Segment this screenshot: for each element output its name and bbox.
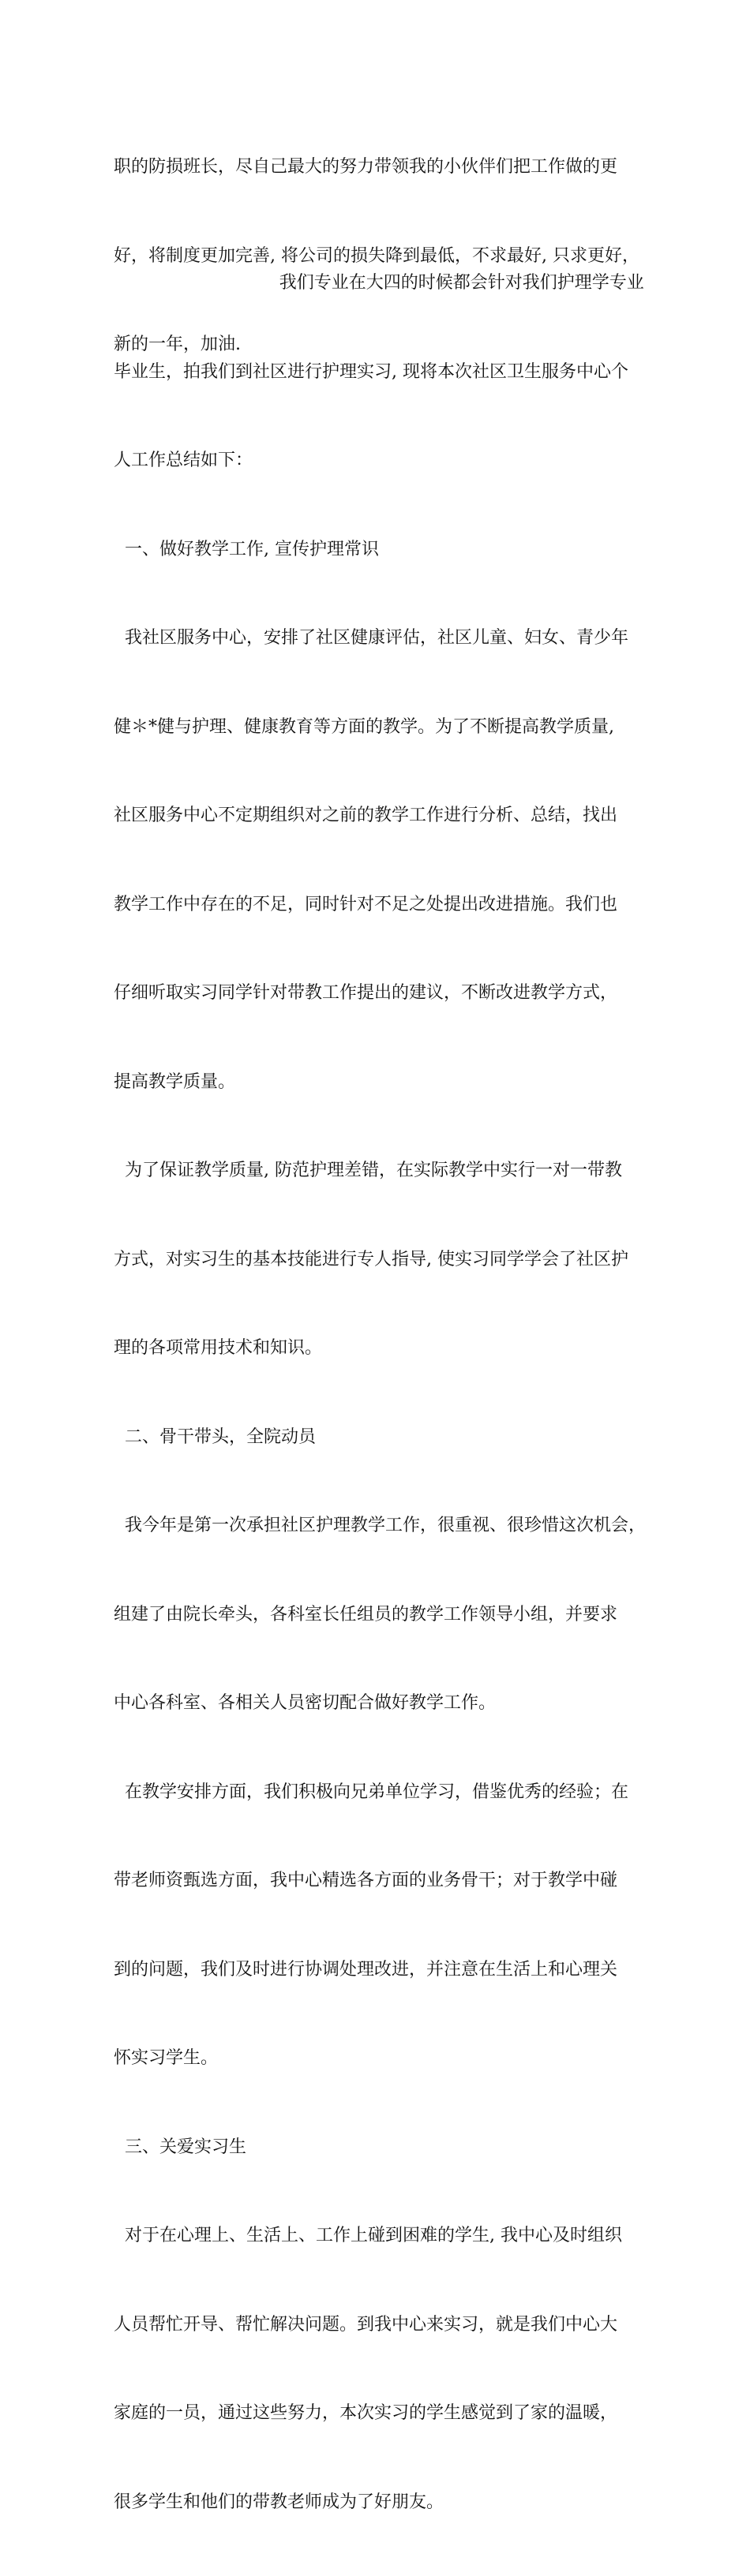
text-line: 中心各科室、各相关人员密切配合做好教学工作。 xyxy=(114,1693,497,1713)
text-line: 我社区服务中心，安排了社区健康评估，社区儿童、妇女、青少年 xyxy=(114,628,628,648)
text-line: 我们专业在大四的时候都会针对我们护理学专业 xyxy=(114,273,644,293)
text-line: 毕业生，拍我们到社区进行护理实习, 现将本次社区卫生服务中心个 xyxy=(114,361,628,382)
text-line: 到的问题，我们及时进行协调处理改进，并注意在生活上和心理关 xyxy=(114,1959,618,1980)
text-line: 仔细听取实习同学针对带教工作提出的建议，不断改进教学方式， xyxy=(114,983,618,1003)
text-line: 我今年是第一次承担社区护理教学工作，很重视、很珍惜这次机会， xyxy=(114,1516,646,1535)
text-line: 好，将制度更加完善, 将公司的损失降到最低，不求最好, 只求更好， xyxy=(114,245,639,266)
text-line: 人工作总结如下： xyxy=(114,451,253,470)
text-line: 对于在心理上、生活上、工作上碰到困难的学生, 我中心及时组织 xyxy=(114,2226,622,2245)
text-line: 提高教学质量。 xyxy=(114,1071,236,1092)
section-heading: 二、骨干带头，全院动员 xyxy=(114,1426,316,1447)
section-heading: 一、做好教学工作, 宣传护理常识 xyxy=(114,539,379,559)
paragraph-block-main xyxy=(114,209,651,2576)
text-line: 组建了由院长牵头，各科室长任组员的教学工作领导小组，并要求 xyxy=(114,1604,618,1624)
text-line: 职的防损班长，尽自己最大的努力带领我的小伙伴们把工作做的更 xyxy=(114,157,618,177)
text-line: 家庭的一员，通过这些努力，本次实习的学生感觉到了家的温暖， xyxy=(114,2403,618,2423)
text-line: 方式，对实习生的基本技能进行专人指导, 使实习同学学会了社区护 xyxy=(114,1249,628,1269)
text-line: 健＊*健与护理、健康教育等方面的教学。为了不断提高教学质量, xyxy=(114,716,614,737)
text-line: 在教学安排方面，我们积极向兄弟单位学习，借鉴优秀的经验；在 xyxy=(114,1782,628,1802)
text-line: 为了保证教学质量, 防范护理差错，在实际教学中实行一对一带教 xyxy=(114,1161,622,1180)
text-line: 理的各项常用技术和知识。 xyxy=(114,1338,323,1358)
text-line: 带老师资甄选方面，我中心精选各方面的业务骨干；对于教学中碰 xyxy=(114,1871,618,1890)
text-line: 很多学生和他们的带教老师成为了好朋友。 xyxy=(114,2492,444,2512)
text-line: 人员帮忙开导、帮忙解决问题。到我中心来实习，就是我们中心大 xyxy=(114,2314,618,2335)
text-line: 社区服务中心不定期组织对之前的教学工作进行分析、总结，找出 xyxy=(114,806,618,825)
text-line: 教学工作中存在的不足，同时针对不足之处提出改进措施。我们也 xyxy=(114,894,618,914)
text-line: 新的一年，加油. xyxy=(114,335,241,354)
section-heading: 三、关爱实习生 xyxy=(114,2137,246,2157)
text-line: 怀实习学生。 xyxy=(114,2048,219,2068)
